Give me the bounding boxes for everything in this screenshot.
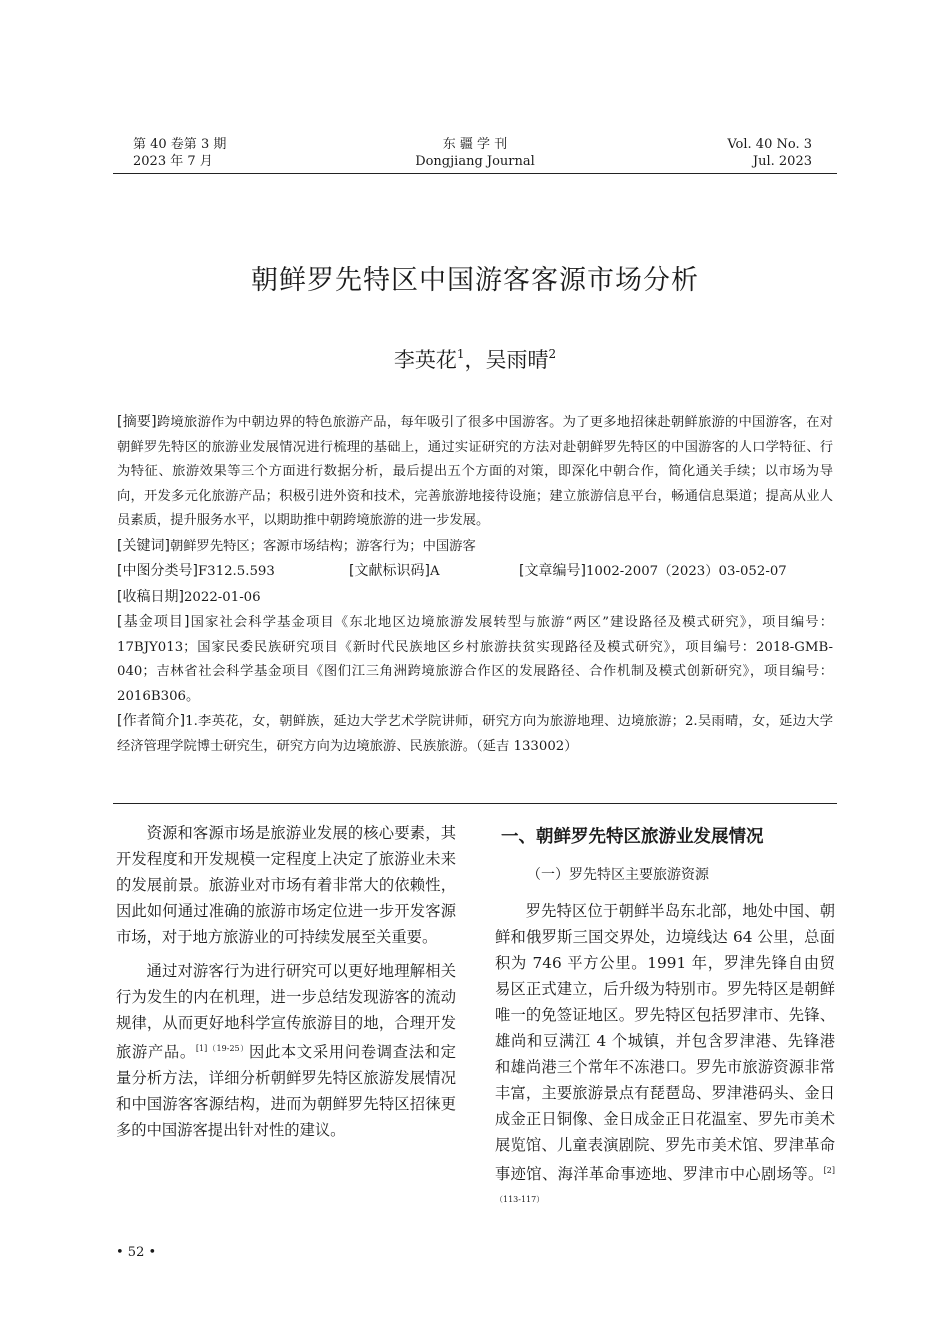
publication-date-en: Jul. 2023 xyxy=(752,154,812,169)
clc-label: [中图分类号] xyxy=(117,563,198,579)
volume-issue-en: Vol. 40 No. 3 xyxy=(727,137,812,152)
subsection-heading: （一）罗先特区主要旅游资源 xyxy=(527,867,709,883)
body-column-left xyxy=(116,820,456,1143)
received-label: [收稿日期] xyxy=(117,588,184,605)
intro-paragraph-2-text-b: 因此本文采用问卷调查法和定量分析方法，详细分析朝鲜罗先特区旅游发展情况和中国游客客源结构，进而为朝鲜罗先特区招徕更多的中国游客提出针对性的建议。 xyxy=(116,1043,456,1139)
front-matter-divider xyxy=(113,803,837,804)
article-number-label: [文章编号] xyxy=(519,563,586,579)
section-paragraph-1-text: 罗先特区位于朝鲜半岛东北部，地处中国、朝鲜和俄罗斯三国交界处，边境线达 64 公里，总面积为 746 平方公里。1991 年，罗津先锋自由贸易区正式建立，后升级为特别市。罗先特区是朝鲜唯一的免签证地区。罗先特区包括罗津市、先锋、雄尚和豆满江 4 个城镇，并包含罗津港、先锋港和雄尚港三个常年不冻港口。罗先市旅游资源非常丰富，主要旅游景点有琵琶岛、罗津港码头、金日成金正日铜像、金日成金正日花温室、罗先市美术展览馆、儿童表演剧院、罗先市美术馆、罗津革命事迹馆、海洋革命事迹地、罗津市中心剧场等。 xyxy=(495,902,835,1183)
clc-field xyxy=(117,559,349,585)
body-column-right xyxy=(495,820,835,1216)
publication-date: 2023 年 7 月 xyxy=(133,154,213,169)
author-line xyxy=(0,344,950,374)
abstract xyxy=(117,410,833,534)
header-divider xyxy=(113,173,837,174)
fund-label: [基金项目] xyxy=(117,614,190,630)
doc-code-label: [文献标识码] xyxy=(349,563,430,579)
received-value: 2022-01-06 xyxy=(183,589,261,605)
author-1: 李英花 xyxy=(393,348,457,372)
clc-value: F312.5.593 xyxy=(197,564,275,579)
author-1-affiliation: 1 xyxy=(456,347,465,361)
author-info-label: [作者简介] xyxy=(117,713,186,729)
section-paragraph-1 xyxy=(495,898,835,1216)
citation-1: [1]（19-25） xyxy=(195,1044,249,1053)
doc-code-field xyxy=(349,559,519,585)
author-separator: ， xyxy=(464,348,486,372)
section-heading: 一、朝鲜罗先特区旅游业发展情况 xyxy=(501,827,764,847)
author-info-text: 1.李英花，女，朝鲜族，延边大学艺术学院讲师，研究方向为旅游地理、边境旅游；2.吴雨晴，女，延边大学经济管理学院博士研究生，研究方向为边境旅游、民族旅游。（延吉 133002） xyxy=(117,714,833,754)
citation-2: [2]（113-117） xyxy=(495,1166,835,1204)
journal-name-en: Dongjiang Journal xyxy=(415,154,535,169)
classification-row xyxy=(117,559,833,585)
article-number-value: 1002-2007（2023）03-052-07 xyxy=(585,564,787,579)
author-2: 吴雨晴 xyxy=(485,348,549,372)
intro-paragraph-2 xyxy=(116,958,456,1143)
abstract-text: 跨境旅游作为中朝边界的特色旅游产品，每年吸引了很多中国游客。为了更多地招徕赴朝鲜旅游的中国游客，在对朝鲜罗先特区的旅游业发展情况进行梳理的基础上，通过实证研究的方法对赴朝鲜罗先特区的中国游客的人口学特征、行为特征、旅游效果等三个方面进行数据分析，最后提出五个方面的对策，即深化中朝合作，简化通关手续；以市场为导向，开发多元化旅游产品；积极引进外资和技术，完善旅游地接待设施；建立旅游信息平台，畅通信息渠道；提高从业人员素质，提升服务水平，以期助推中朝跨境旅游的进一步发展。 xyxy=(117,415,833,528)
article-number-field xyxy=(519,559,787,585)
abstract-label: [摘要] xyxy=(117,414,157,430)
author-info xyxy=(117,709,833,759)
volume-issue: 第 40 卷第 3 期 xyxy=(133,137,227,152)
journal-volume-info-en xyxy=(727,136,812,170)
front-matter xyxy=(117,410,833,759)
fund-text: 国家社会科学基金项目《东北地区边境旅游发展转型与旅游“两区”建设路径及模式研究》，项目编号：17BJY013；国家民委民族研究项目《新时代民族地区乡村旅游扶贫实现路径及模式研究》，项目编号：2018-GMB-040；吉林省社会科学基金项目《图们江三角洲跨境旅游合作区的发展路径、合作机制及模式创新研究》，项目编号：2016B306。 xyxy=(117,615,833,704)
keywords xyxy=(117,534,833,560)
keywords-label: [关键词] xyxy=(117,537,170,554)
keywords-text: 朝鲜罗先特区；客源市场结构；游客行为；中国游客 xyxy=(169,538,476,554)
page-number: • 52 • xyxy=(116,1245,157,1260)
doc-code-value: A xyxy=(429,564,440,579)
paper-title: 朝鲜罗先特区中国游客客源市场分析 xyxy=(251,265,699,296)
journal-name-cn: 东 疆 学 刊 xyxy=(442,137,508,152)
received-date xyxy=(117,585,833,611)
intro-paragraph-2-text-a: 通过对游客行为进行研究可以更好地理解相关行为发生的内在机理，进一步总结发现游客的流动规律，从而更好地科学宣传旅游目的地，合理开发旅游产品。 xyxy=(116,962,456,1061)
fund xyxy=(117,610,833,709)
author-2-affiliation: 2 xyxy=(548,347,557,361)
intro-paragraph-1: 资源和客源市场是旅游业发展的核心要素，其开发程度和开发规模一定程度上决定了旅游业未来的发展前景。旅游业对市场有着非常大的依赖性，因此如何通过准确的旅游市场定位进一步开发客源市场，对于地方旅游业的可持续发展至关重要。 xyxy=(116,824,456,946)
